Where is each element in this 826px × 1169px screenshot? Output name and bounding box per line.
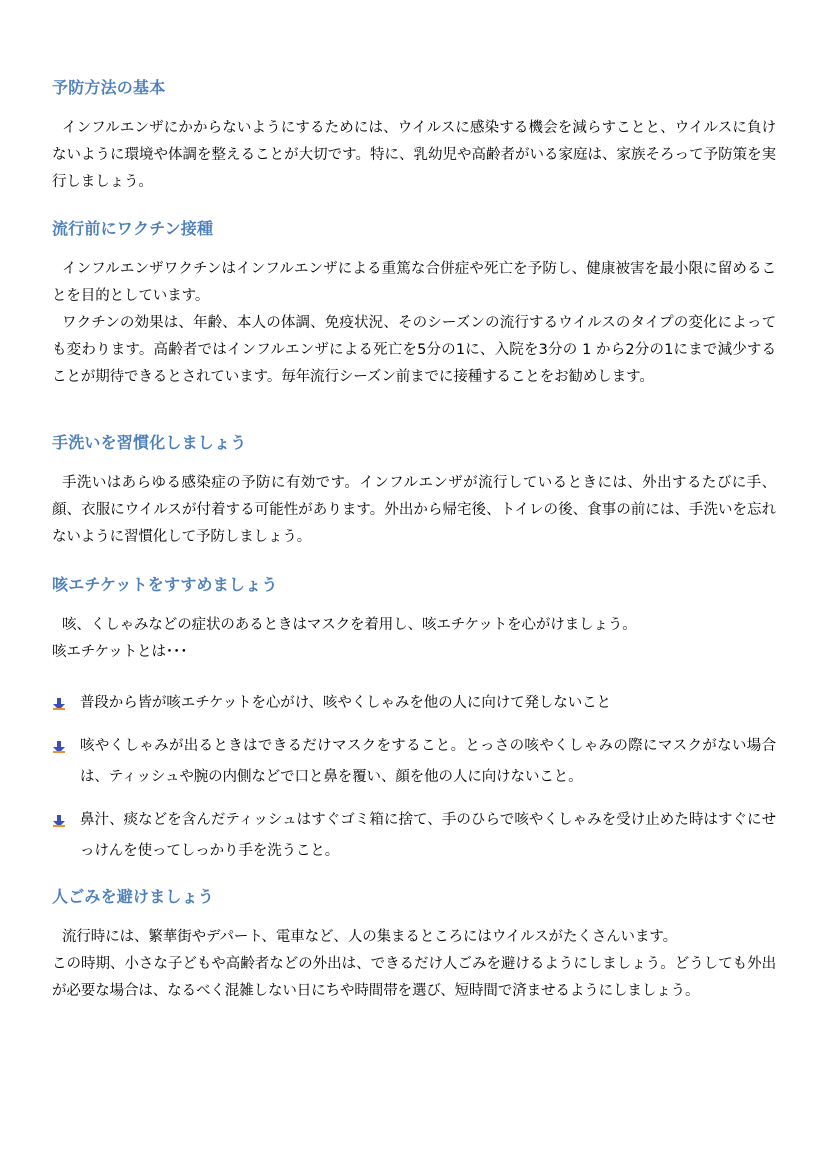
paragraph: インフルエンザワクチンはインフルエンザによる重篤な合併症や死亡を予防し、健康被害を最小限に留めることを目的としています。	[52, 261, 776, 304]
section-heading: 人ごみを避けましょう	[52, 887, 215, 906]
paragraph: インフルエンザにかからないようにするためには、ウイルスに感染する機会を減らすことと、ウイルスに負けないように環境や体調を整えることが大切です。特に、乳幼児や高齢者がいる家庭は、家族そろって予防策を実行しましょう。	[52, 120, 776, 190]
paragraph: 手洗いはあらゆる感染症の予防に有効です。インフルエンザが流行しているときには、外出するたびに手、顔、衣服にウイルスが付着する可能性があります。外出から帰宅後、トイレの後、食事の前には、手洗いを忘れないように習慣化して予防しましょう。	[52, 475, 776, 545]
bullet-list	[52, 688, 776, 867]
section-handwashing	[52, 432, 776, 551]
paragraph: 咳、くしゃみなどの症状のあるときはマスクを着用し、咳エチケットを心がけましょう。	[62, 617, 637, 633]
paragraph: 流行時には、繁華街やデパート、電車など、人の集まるところにはウイルスがたくさんいます。	[62, 929, 677, 945]
bullet-text: 普段から皆が咳エチケットを心がけ、咳やくしゃみを他の人に向けて発しないこと	[80, 695, 611, 711]
paragraph: ワクチンの効果は、年齢、本人の体調、免疫状況、そのシーズンの流行するウイルスのタイプの変化によっても変わります。高齢者ではインフルエンザによる死亡を5分の1に、入院を3分の 1 から2分の1にまで減少することが期待できるとされています。毎年流行シーズン前までに接種することをお勧めします。	[52, 315, 776, 385]
paragraph: 咳エチケットとは･･･	[52, 644, 188, 660]
section-heading: 手洗いを習慣化しましょう	[52, 433, 247, 452]
list-item	[52, 688, 776, 719]
bullet-text: 鼻汁、痰などを含んだティッシュはすぐゴミ箱に捨て、手のひらで咳やくしゃみを受け止めた時はすぐにせっけんを使ってしっかり手を洗うこと。	[80, 812, 776, 859]
section-heading: 流行前にワクチン接種	[52, 219, 214, 238]
section-heading: 予防方法の基本	[52, 78, 166, 97]
list-item	[52, 731, 776, 793]
list-item	[52, 805, 776, 867]
down-arrow-bullet-icon	[52, 814, 66, 828]
section-prevention-basics	[52, 77, 776, 196]
paragraph: この時期、小さな子どもや高齢者などの外出は、できるだけ人ごみを避けるようにしましょう。どうしても外出が必要な場合は、なるべく混雑しない日にちや時間帯を選び、短時間で済ませるようにしましょう。	[52, 956, 776, 999]
section-heading: 咳エチケットをすすめましょう	[52, 575, 278, 594]
section-cough-etiquette	[52, 574, 776, 879]
down-arrow-bullet-icon	[52, 697, 66, 711]
section-avoid-crowds	[52, 886, 776, 1005]
bullet-text: 咳やくしゃみが出るときはできるだけマスクをすること。とっさの咳やくしゃみの際にマスクがない場合は、ティッシュや腕の内側などで口と鼻を覆い、顔を他の人に向けないこと。	[80, 738, 776, 785]
down-arrow-bullet-icon	[52, 740, 66, 754]
section-vaccination	[52, 218, 776, 391]
